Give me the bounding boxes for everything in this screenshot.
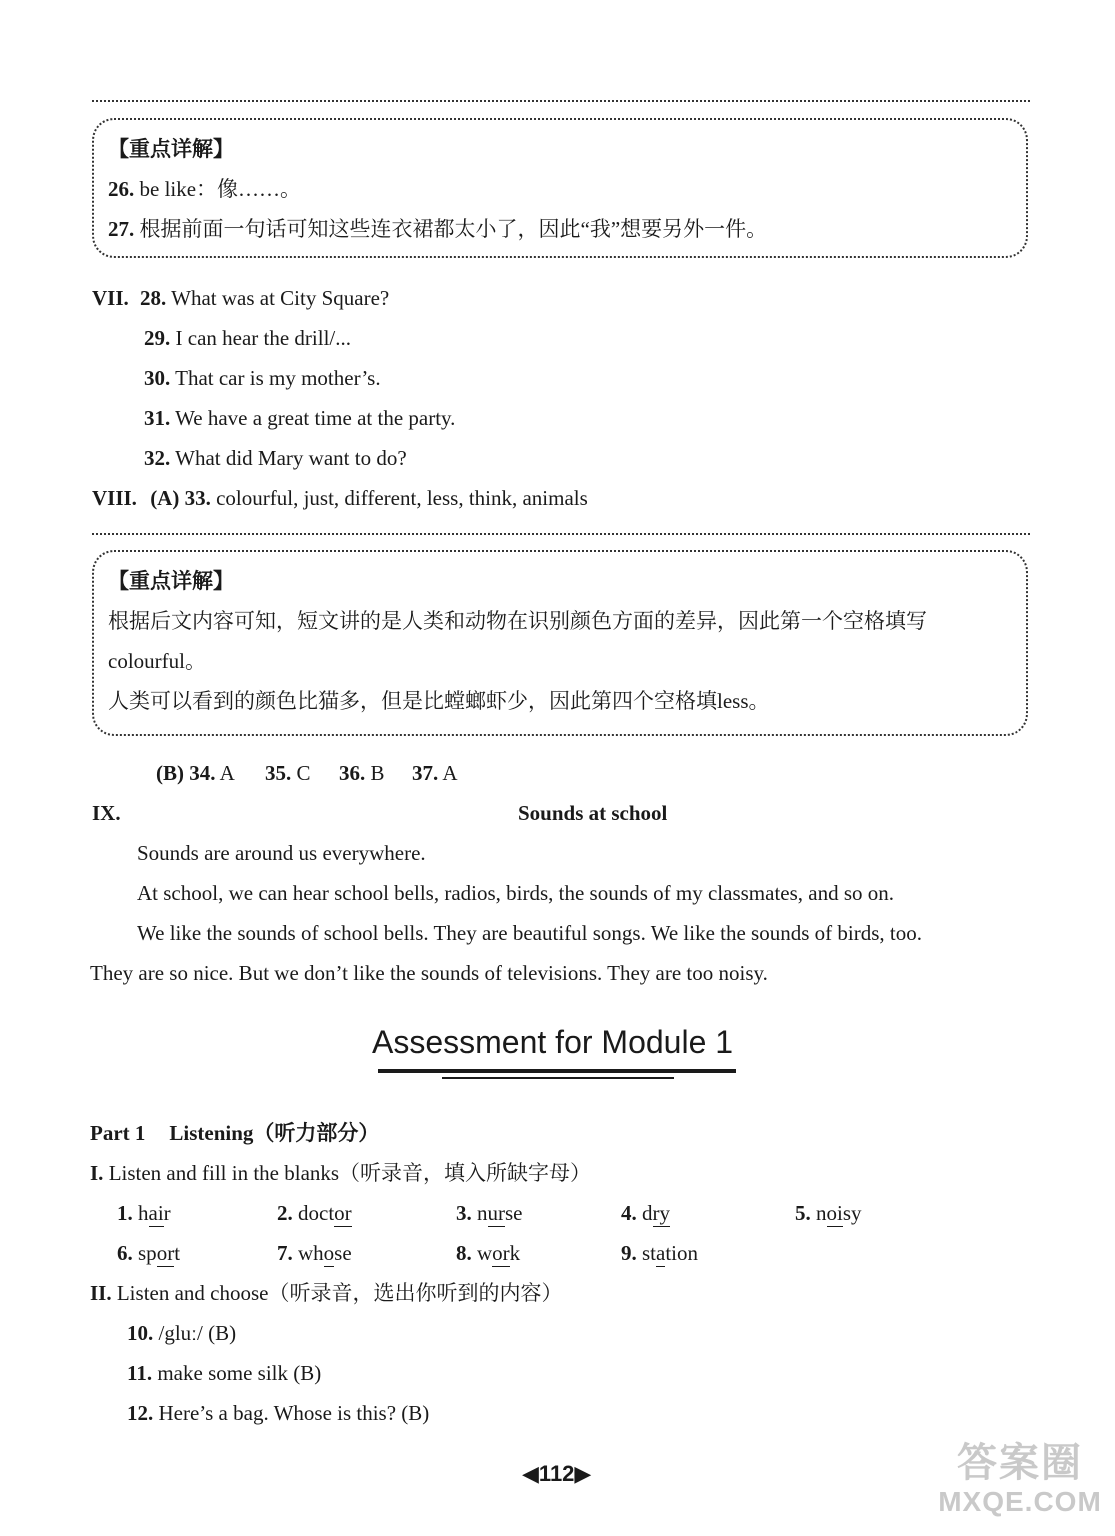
section-vii-item-28: VII. 28. What was at City Square? <box>92 286 390 310</box>
divider-middle <box>92 533 1030 535</box>
section-i-heading: I. Listen and fill in the blanks（听录音，填入所缺字母） <box>90 1161 592 1185</box>
section-ii-item-12: 12. Here’s a bag. Whose is this? (B) <box>127 1401 430 1425</box>
section-vii-item-32: 32. What did Mary want to do? <box>144 446 407 470</box>
section-viii-a: VIII. (A) 33. colourful, just, different, less, think, animals <box>92 486 588 510</box>
section-ii-item-11: 11. make some silk (B) <box>127 1361 322 1385</box>
arrow-left-icon: ◀ <box>522 1461 539 1486</box>
box-line-1: 根据后文内容可知，短文讲的是人类和动物在识别颜色方面的差异，因此第一个空格填写 <box>108 609 927 633</box>
arrow-right-icon: ▶ <box>574 1461 592 1486</box>
word-item: 5. noisy <box>795 1201 862 1225</box>
essay-line-4: They are so nice. But we don’t like the sounds of televisions. They are too noisy. <box>90 961 768 985</box>
assessment-title: Assessment for Module 1 <box>372 1024 734 1060</box>
essay-line-2: At school, we can hear school bells, radios, birds, the sounds of my classmates, and so on. <box>137 881 895 905</box>
section-vii-item-31: 31. We have a great time at the party. <box>144 406 456 430</box>
section-vii-item-30: 30. That car is my mother’s. <box>144 366 381 390</box>
title-underline-thick <box>378 1069 736 1073</box>
box-heading: 【重点详解】 <box>108 569 234 593</box>
word-item: 8. work <box>456 1241 521 1265</box>
word-item: 9. station <box>621 1241 699 1265</box>
box-line-3: 人类可以看到的颜色比猫多，但是比螳螂虾少，因此第四个空格填less。 <box>108 689 770 713</box>
box-heading: 【重点详解】 <box>108 137 234 161</box>
box-item-26: 26. be like：像……。 <box>108 177 302 201</box>
title-underline-thin <box>442 1077 674 1079</box>
part1-heading: Part 1 Listening（听力部分） <box>90 1121 380 1145</box>
explanation-box-2 <box>92 550 1028 736</box>
section-vii-item-29: 29. I can hear the drill/... <box>144 326 352 350</box>
word-item: 4. dry <box>621 1201 670 1225</box>
word-item: 6. sport <box>117 1241 181 1265</box>
section-ii-item-10: 10. /gluː/ (B) <box>127 1321 237 1345</box>
section-viii-b-37: 37. A <box>412 761 458 785</box>
explanation-box-1 <box>92 118 1028 258</box>
section-ii-heading: II. Listen and choose（听录音，选出你听到的内容） <box>90 1281 563 1305</box>
essay-line-1: Sounds are around us everywhere. <box>137 841 426 865</box>
word-item: 2. doctor <box>277 1201 352 1225</box>
essay-title: Sounds at school <box>518 801 668 825</box>
section-viii-b-36: 36. B <box>339 761 385 785</box>
box-item-27: 27. 根据前面一句话可知这些连衣裙都太小了，因此“我”想要另外一件。 <box>108 217 768 241</box>
word-item: 3. nurse <box>456 1201 523 1225</box>
divider-top <box>92 100 1030 102</box>
page-number: ◀112▶ <box>522 1461 592 1486</box>
section-viii-b-34: (B) 34. A <box>156 761 235 785</box>
watermark-logo: 答案圈 MXQE.COM <box>938 1441 1102 1517</box>
essay-line-3: We like the sounds of school bells. They are beautiful songs. We like the sounds of birds, too. <box>137 921 922 945</box>
word-item: 1. hair <box>117 1201 171 1225</box>
word-item: 7. whose <box>277 1241 352 1265</box>
section-viii-b-35: 35. C <box>265 761 311 785</box>
box-line-2: colourful。 <box>108 649 206 673</box>
section-ix-label: IX. <box>92 801 121 825</box>
